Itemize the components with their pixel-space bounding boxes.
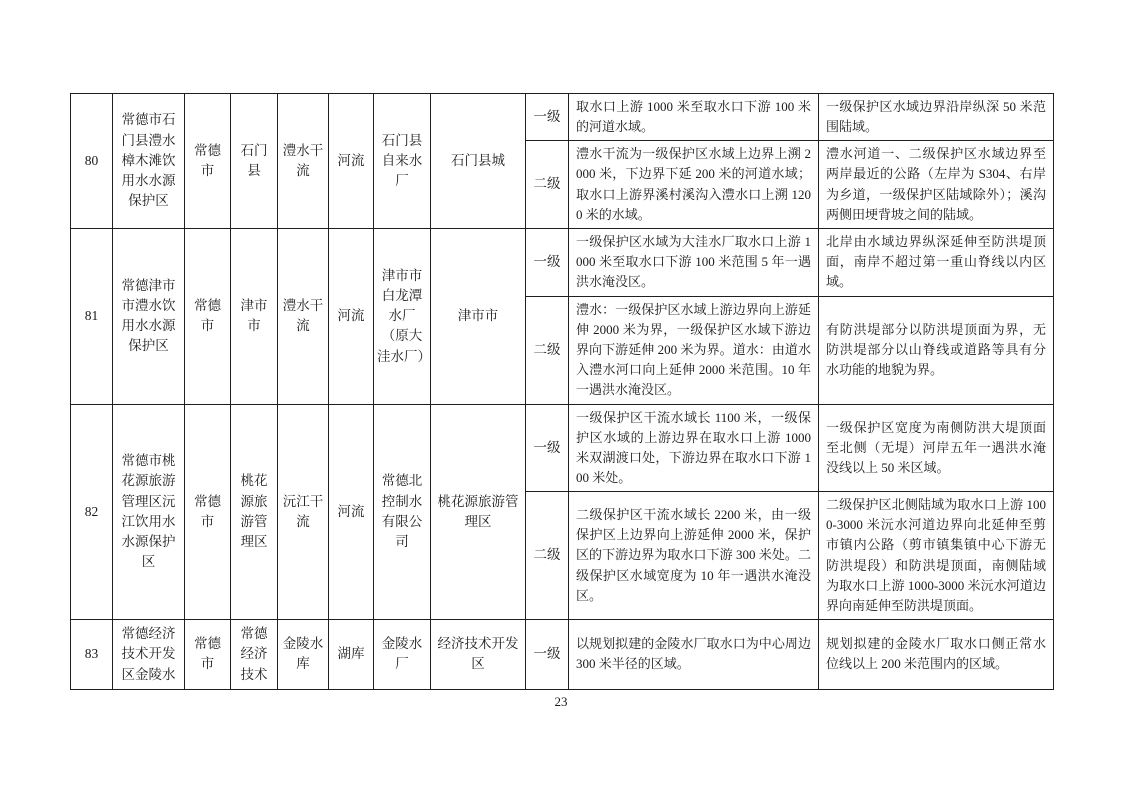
cell-level: 二级 — [526, 492, 569, 620]
table-row — [71, 94, 1054, 141]
cell-service-area: 桃花源旅游管理区 — [431, 404, 526, 619]
cell-service-area: 经济技术开发区 — [431, 619, 526, 689]
cell-land-scope: 二级保护区北侧陆域为取水口上游 1000-3000 米沅水河道边界向北延伸至剪市镇内公路（剪市镇集镇中心下游无防洪堤段）和防洪堤顶面，南侧陆域为取水口上游 1000-3000 米沅水河道边界向南延伸至防洪堤顶面。 — [819, 492, 1054, 620]
cell-water-scope: 一级保护区水域为大洼水厂取水口上游 1000 米至取水口下游 100 米范围 5 年一遇洪水淹没区。 — [569, 228, 819, 296]
cell-water-scope: 一级保护区干流水域长 1100 米，一级保护区水域的上游边界在取水口上游 1000 米双湖渡口处，下游边界在取水口下游 100 米处。 — [569, 404, 819, 492]
cell-water-body: 金陵水库 — [278, 619, 329, 689]
cell-water-scope: 澧水：一级保护区水域上游边界向上游延伸 2000 米为界，一级保护区水域下游边界向下游延伸 200 米为界。道水：由道水入澧水河口向上延伸 2000 米范围。10 年一遇洪水淹没区。 — [569, 296, 819, 404]
cell-type: 河流 — [329, 94, 374, 229]
cell-water-scope: 取水口上游 1000 米至取水口下游 100 米的河道水域。 — [569, 94, 819, 141]
cell-index: 80 — [71, 94, 113, 229]
cell-level: 一级 — [526, 228, 569, 296]
cell-level: 一级 — [526, 94, 569, 141]
cell-land-scope: 北岸由水域边界纵深延伸至防洪堤顶面，南岸不超过第一重山脊线以内区域。 — [819, 228, 1054, 296]
cell-index: 82 — [71, 404, 113, 619]
cell-land-scope: 一级保护区水域边界沿岸纵深 50 米范围陆域。 — [819, 94, 1054, 141]
cell-index: 81 — [71, 228, 113, 404]
cell-water-scope: 二级保护区干流水域长 2200 米，由一级保护区上边界向上游延伸 2000 米，保护区的下游边界为取水口下游 300 米处。二级保护区水域宽度为 10 年一遇洪水淹没区。 — [569, 492, 819, 620]
cell-plant: 石门县自来水厂 — [374, 94, 431, 229]
cell-level: 二级 — [526, 141, 569, 229]
cell-water-body: 沅江干流 — [278, 404, 329, 619]
cell-water-scope: 以规划拟建的金陵水厂取水口为中心周边 300 米半径的区域。 — [569, 619, 819, 689]
cell-county: 石门县 — [231, 94, 278, 229]
cell-water-body: 澧水干流 — [278, 228, 329, 404]
cell-level: 一级 — [526, 404, 569, 492]
cell-water-scope: 澧水干流为一级保护区水域上边界上溯 2000 米，下边界下延 200 米的河道水域；取水口上游界溪村溪沟入澧水口上溯 1200 米的水域。 — [569, 141, 819, 229]
cell-land-scope: 一级保护区宽度为南侧防洪大堤顶面至北侧（无堤）河岸五年一遇洪水淹没线以上 50 米区域。 — [819, 404, 1054, 492]
cell-land-scope: 有防洪堤部分以防洪堤顶面为界，无防洪堤部分以山脊线或道路等具有分水功能的地貌为界。 — [819, 296, 1054, 404]
cell-city: 常德市 — [185, 404, 231, 619]
cell-plant: 金陵水厂 — [374, 619, 431, 689]
cell-type: 河流 — [329, 404, 374, 619]
cell-type: 河流 — [329, 228, 374, 404]
cell-zone-name: 常德津市市澧水饮用水水源保护区 — [113, 228, 185, 404]
cell-level: 二级 — [526, 296, 569, 404]
cell-index: 83 — [71, 619, 113, 689]
cell-county: 桃花源旅游管理区 — [231, 404, 278, 619]
cell-level: 一级 — [526, 619, 569, 689]
cell-type: 湖库 — [329, 619, 374, 689]
table-row — [71, 619, 1054, 689]
cell-service-area: 津市市 — [431, 228, 526, 404]
cell-service-area: 石门县城 — [431, 94, 526, 229]
cell-land-scope: 澧水河道一、二级保护区水域边界至两岸最近的公路（左岸为 S304、右岸为乡道，一级保护区陆域除外）；溪沟两侧田埂背坡之间的陆域。 — [819, 141, 1054, 229]
cell-plant: 常德北控制水有限公司 — [374, 404, 431, 619]
cell-city: 常德市 — [185, 619, 231, 689]
cell-water-body: 澧水干流 — [278, 94, 329, 229]
cell-city: 常德市 — [185, 94, 231, 229]
protection-zones-table — [70, 93, 1054, 690]
cell-land-scope: 规划拟建的金陵水厂取水口侧正常水位线以上 200 米范围内的区域。 — [819, 619, 1054, 689]
cell-city: 常德市 — [185, 228, 231, 404]
cell-county: 常德经济技术 — [231, 619, 278, 689]
cell-zone-name: 常德经济技术开发区金陵水 — [113, 619, 185, 689]
cell-county: 津市市 — [231, 228, 278, 404]
cell-zone-name: 常德市石门县澧水樟木滩饮用水水源保护区 — [113, 94, 185, 229]
cell-zone-name: 常德市桃花源旅游管理区沅江饮用水水源保护区 — [113, 404, 185, 619]
page-number: 23 — [554, 694, 568, 709]
table-row — [71, 404, 1054, 492]
table-row — [71, 228, 1054, 296]
cell-plant: 津市市白龙潭水厂（原大洼水厂） — [374, 228, 431, 404]
